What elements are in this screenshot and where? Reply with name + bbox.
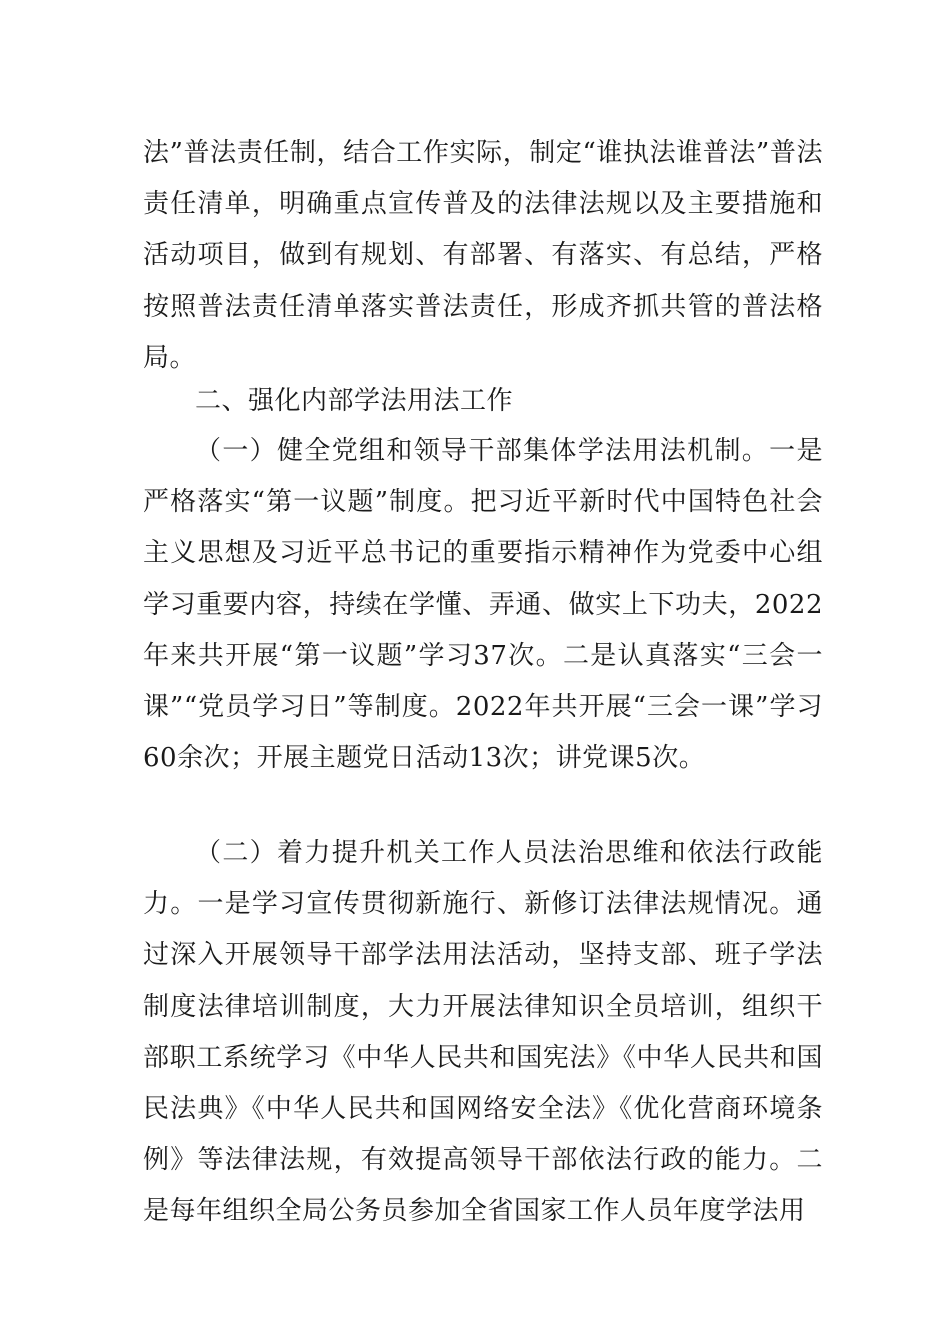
paragraph-legal-thinking-capacity: （二）着力提升机关工作人员法治思维和依法行政能力。一是学习宣传贯彻新施行、新修订法律法规情况。通过深入开展领导干部学法用法活动，坚持支部、班子学法制度法律培训制度，大力开展法律知识全员培训，组织干部职工系统学习《中华人民共和国宪法》《中华人民共和国民法典》《中华人民共和国网络安全法》《优化营商环境条例》等法律法规，有效提高领导干部依法行政的能力。二是每年组织全局公务员参加全省国家工作人员年度学法用 <box>143 838 823 1227</box>
section-heading-internal-law-study: 二、强化内部学法用法工作 <box>195 386 514 416</box>
paragraph-responsibility-system: 法”普法责任制，结合工作实际，制定“谁执法谁普法”普法责任清单，明确重点宣传普及的法律法规以及主要措施和活动项目，做到有规划、有部署、有落实、有总结，严格按照普法责任清单落实普法责任，形成齐抓共管的普法格局。 <box>143 138 823 373</box>
paragraph-collective-study-mechanism: （一）健全党组和领导干部集体学法用法机制。一是严格落实“第一议题”制度。把习近平新时代中国特色社会主义思想及习近平总书记的重要指示精神作为党委中心组学习重要内容，持续在学懂、弄通、做实上下功夫，2022年来共开展“第一议题”学习37次。二是认真落实“三会一课”“党员学习日”等制度。2022年共开展“三会一课”学习60余次；开展主题党日活动13次；讲党课5次。 <box>143 436 823 774</box>
